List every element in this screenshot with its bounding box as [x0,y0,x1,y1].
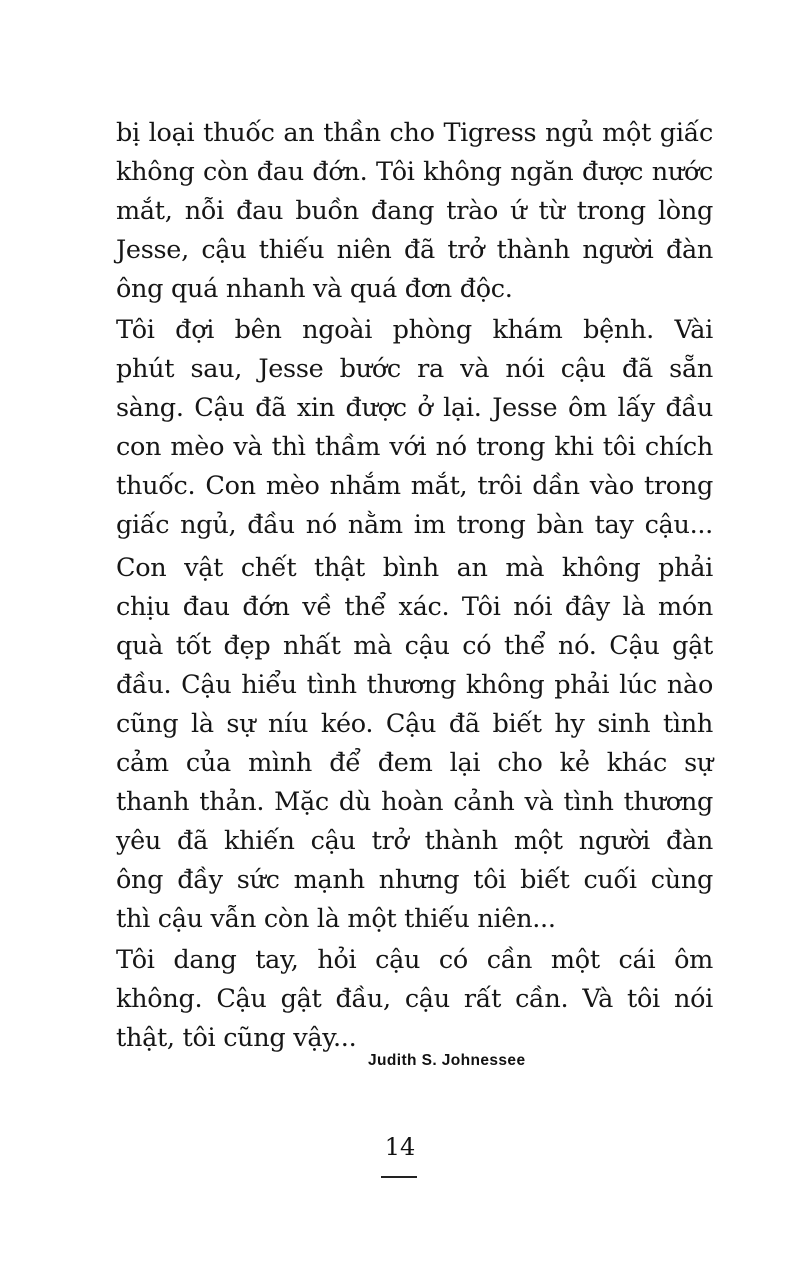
text-line: phút sau, Jesse bước ra và nói cậu đã sẵn [116,354,713,384]
text-line: không. Cậu gật đầu, cậu rất cần. Và tôi nói [116,984,713,1014]
text-line: thanh thản. Mặc dù hoàn cảnh và tình thương [116,787,713,817]
text-line: Tôi dang tay, hỏi cậu có cần một cái ôm [116,945,713,975]
author-signature: Judith S. Johnessee [368,1052,526,1069]
text-line: con mèo và thì thầm với nó trong khi tôi chích [116,432,713,462]
text-line: sàng. Cậu đã xin được ở lại. Jesse ôm lấy đầu [116,393,713,423]
text-line: quà tốt đẹp nhất mà cậu có thể nó. Cậu gật [116,631,713,661]
text-line: yêu đã khiến cậu trở thành một người đàn [116,826,713,856]
page-number: 14 [384,1133,416,1161]
text-line: mắt, nỗi đau buồn đang trào ứ từ trong lòng [116,196,713,226]
text-line: Con vật chết thật bình an mà không phải [116,553,713,583]
text-line: bị loại thuốc an thần cho Tigress ngủ một giấc [116,118,713,148]
text-line: giấc ngủ, đầu nó nằm im trong bàn tay cậu... [116,510,713,540]
text-line: Jesse, cậu thiếu niên đã trở thành người đàn [116,235,713,265]
text-line: chịu đau đớn về thể xác. Tôi nói đây là món [116,592,713,622]
text-line: đầu. Cậu hiểu tình thương không phải lúc nào [116,670,713,700]
page-number-underline [381,1176,417,1178]
text-line: ông quá nhanh và quá đơn độc. [116,274,513,304]
text-line: ông đầy sức mạnh nhưng tôi biết cuối cùng [116,865,713,895]
text-line: thuốc. Con mèo nhắm mắt, trôi dần vào trong [116,471,713,501]
text-line: thật, tôi cũng vậy... [116,1023,357,1053]
text-line: Tôi đợi bên ngoài phòng khám bệnh. Vài [116,315,713,345]
text-line: cũng là sự níu kéo. Cậu đã biết hy sinh tình [116,709,713,739]
text-line: thì cậu vẫn còn là một thiếu niên... [116,904,556,934]
text-line: không còn đau đớn. Tôi không ngăn được nước [116,157,713,187]
text-line: cảm của mình để đem lại cho kẻ khác sự [116,748,713,778]
